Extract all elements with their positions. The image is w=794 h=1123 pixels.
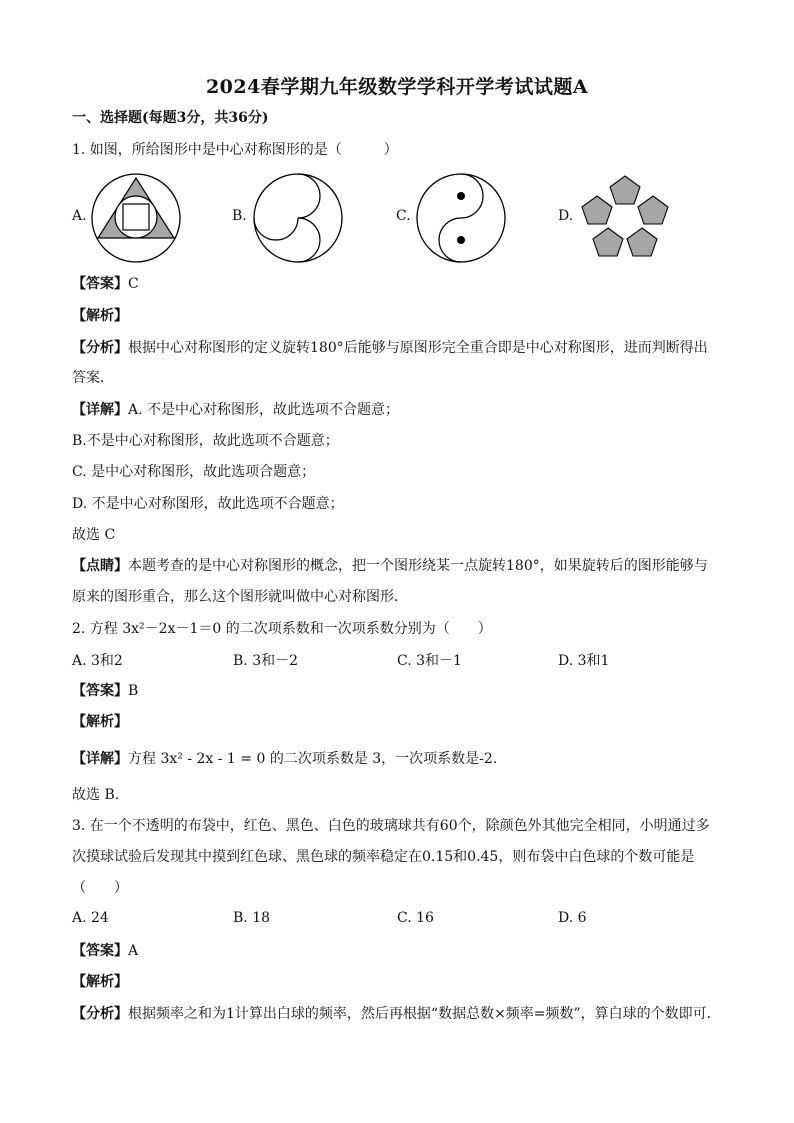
- question-2-stem: 2. 方程 3x²－2x－1＝0 的二次项系数和一次项系数分别为（ ）: [72, 621, 492, 637]
- q3-option-b: B. 18: [233, 910, 271, 926]
- q1-dianjing: [72, 556, 722, 576]
- q3-option-a: A. 24: [72, 910, 109, 926]
- q1-xiangjie-b: B.不是中心对称图形，故此选项不合题意；: [72, 433, 339, 449]
- answer-tag: 【答案】: [72, 683, 128, 699]
- q1-xiangjie-c: C. 是中心对称图形，故此选项合题意；: [72, 464, 316, 480]
- fenxi-tag: 【分析】: [72, 1006, 128, 1022]
- q3-options: [72, 910, 722, 932]
- q2-xiangjie: [72, 749, 722, 769]
- q2-conclusion: 故选 B.: [72, 787, 120, 803]
- q1-analysis-tag: 【解析】: [72, 308, 128, 324]
- q1-option-d-label: D.: [558, 208, 574, 224]
- xiangjie-a: A. 不是中心对称图形，故此选项不合题意；: [128, 402, 400, 418]
- q1-figure-d: [577, 172, 671, 262]
- fenxi-text: 根据频率之和为1计算出白球的频率，然后再根据“数据总数×频率=频数”，算白球的个数即可．: [128, 1006, 721, 1022]
- q3-answer: [72, 941, 722, 961]
- q1-option-a-label: A.: [72, 208, 87, 224]
- q1-fenxi-cont: 答案．: [72, 370, 114, 386]
- q1-conclusion: 故选 C: [72, 527, 116, 543]
- q2-option-b: B. 3和－2: [233, 653, 299, 669]
- fenxi-text: 根据中心对称图形的定义旋转180°后能够与原图形完全重合即是中心对称图形，进而判断得出: [128, 340, 708, 356]
- xiangjie-tag: 【详解】: [72, 751, 128, 767]
- q3-fenxi: [72, 1004, 722, 1024]
- xiangjie-tag: 【详解】: [72, 402, 128, 418]
- q1-fenxi: [72, 338, 722, 358]
- q1-dianjing-cont: 原来的图形重合，那么这个图形就叫做中心对称图形．: [72, 589, 408, 605]
- dianjing-text: 本题考查的是中心对称图形的概念，把一个图形绕某一点旋转180°，如果旋转后的图形能够与: [128, 558, 708, 574]
- q2-answer: [72, 681, 722, 701]
- answer-tag: 【答案】: [72, 276, 128, 292]
- q3-option-d: D. 6: [558, 910, 587, 926]
- answer-value: C: [128, 276, 139, 292]
- q1-figure-a: [90, 172, 182, 264]
- q1-xiangjie-d: D. 不是中心对称图形，故此选项不合题意；: [72, 496, 344, 512]
- q2-options: [72, 650, 722, 672]
- xiangjie-text: 方程 3x² - 2x - 1 = 0 的二次项系数是 3，一次项系数是-2.: [128, 751, 498, 767]
- q2-analysis-tag: 【解析】: [72, 714, 128, 730]
- q3-option-c: C. 16: [397, 910, 434, 926]
- section-heading: 一、选择题(每题3分，共36分): [72, 110, 269, 126]
- q2-option-a: A. 3和2: [72, 653, 123, 669]
- page-title: 2024春学期九年级数学学科开学考试试题A: [205, 76, 589, 98]
- q1-figure-c: [415, 172, 507, 264]
- question-3-stem-cont: 次摸球试验后发现其中摸到红色球、黑色球的频率稳定在0.15和0.45，则布袋中白色球的个数可能是: [72, 849, 695, 865]
- q3-analysis-tag: 【解析】: [72, 974, 128, 990]
- q1-answer: [72, 274, 722, 294]
- question-1-stem: 1. 如图，所给图形中是中心对称图形的是（ ）: [72, 142, 398, 158]
- question-3-stem: 3. 在一个不透明的布袋中，红色、黑色、白色的玻璃球共有60个，除颜色外其他完全相同，小明通过多: [72, 818, 710, 834]
- q1-xiangjie: [72, 400, 722, 420]
- fenxi-tag: 【分析】: [72, 340, 128, 356]
- answer-value: A: [128, 943, 139, 959]
- q1-option-c-label: C.: [396, 208, 411, 224]
- question-3-bracket: （ ）: [72, 880, 128, 896]
- q2-option-d: D. 3和1: [558, 653, 610, 669]
- dianjing-tag: 【点睛】: [72, 558, 128, 574]
- answer-tag: 【答案】: [72, 943, 128, 959]
- q2-option-c: C. 3和－1: [397, 653, 462, 669]
- q1-option-b-label: B.: [232, 208, 247, 224]
- q1-figure-b: [252, 172, 344, 264]
- answer-value: B: [128, 683, 139, 699]
